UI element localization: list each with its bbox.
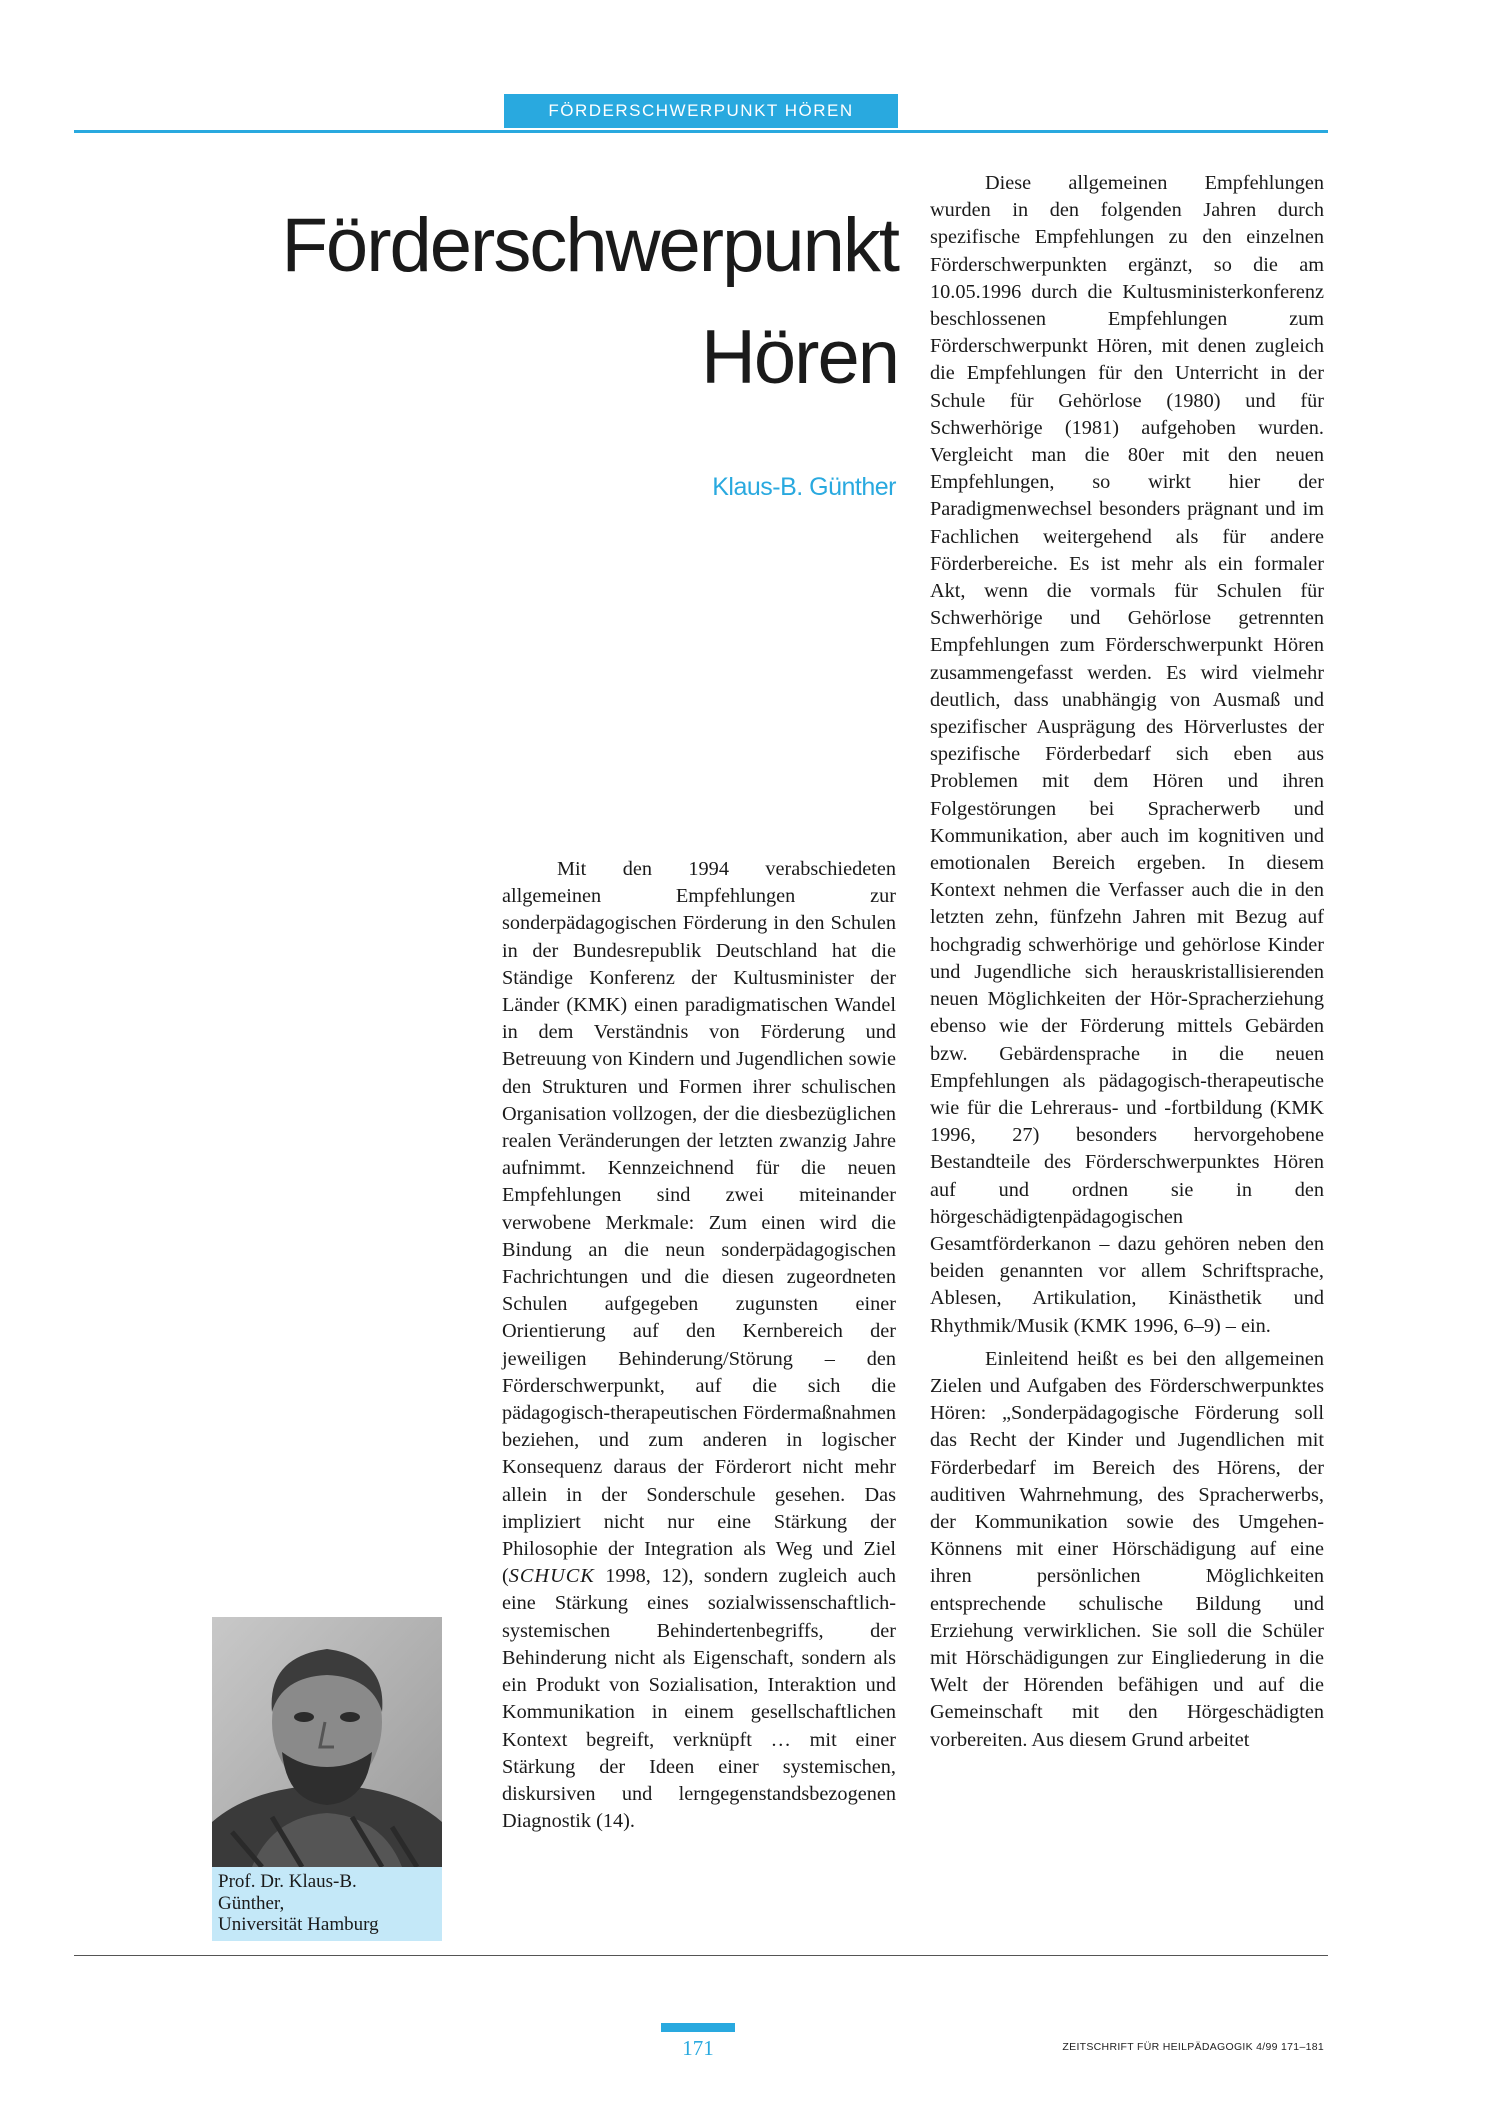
paragraph-1-part-b: 1998, 12), sondern zugleich auch eine Stärkung eines sozialwissenschaftlich-systemischen Behindertenbegriffs, der Behinderung nicht als Eigenschaft, sondern als ein Produkt von Sozialisation, Interaktion und Kommunikation in einem gesellschaftlichen Kontext begreift, verknüpft … mit einer Stärkung der Ideen einer systemischen, diskursiven und lerngegenstandsbezogenen Diagnostik (14). (502, 1565, 896, 1833)
page-number: 171 (682, 2036, 714, 2060)
page-number-tab (661, 2023, 735, 2032)
paragraph-3: Einleitend heißt es bei den allgemeinen Zielen und Aufgaben des Förderschwerpunktes Hören: „Sonderpädagogische Förderung soll das Recht der Kinder und Jugendlichen mit Förderbedarf im Bereich des Hörens, der auditiven Wahrnehmung, des Spracherwerbs, der Kommunikation sowie des Umgehen-Könnens mit einer Hörschädigung auf eine ihren persönlichen Möglichkeiten entsprechende schulische Bildung und Erziehung verwirklichen. Sie soll die Schüler mit Hörschädigungen zur Eingliederung in die Welt der Hörenden befähigen und auf die Gemeinschaft mit den Hörgeschädigten vorbereiten. Aus diesem Grund arbeitet (930, 1347, 1324, 1751)
paragraph-2: Diese allgemeinen Empfehlungen wurden in den folgenden Jahren durch spezifische Empfehlungen zu den einzelnen Förderschwerpunkten ergänzt, so die am 10.05.1996 durch die Kultusministerkonferenz beschlossenen Empfehlungen zum Förderschwerpunkt Hören, mit denen zugleich die Empfehlungen für den Unterricht in der Schule für Gehörlose (1980) und für Schwerhörige (1981) aufgehoben wurden. Vergleicht man die 80er mit den neuen Empfehlungen, so wirkt hier der Paradigmenwechsel besonders prägnant und im Fachlichen weitergehend als für andere Förderbereiche. Es ist mehr als ein formaler Akt, wenn die vormals für Schulen für Schwerhörige und Gehörlose getrennten Empfehlungen zum Förderschwerpunkt Hören zusammengefasst werden. Es wird vielmehr deutlich, dass unabhängig von Ausmaß und spezifischer Ausprägung des Hörverlustes der spezifische Förderbedarf sich eben aus Problemen mit dem Hören und ihren Folgestörungen bei Spracherwerb und Kommunikation, aber auch im kognitiven und emotionalen Bereich ergeben. In diesem Kontext nehmen die Verfasser auch die in den letzten zehn, fünfzehn Jahren mit Bezug auf hochgradig schwerhörige und gehörlose Kinder und Jugendliche sich herauskristallisierenden neuen Möglichkeiten der Hör-Spracherziehung ebenso wie der Förderung mittels Gebärden bzw. Gebärdensprache in die neuen Empfehlungen als pädagogisch-therapeutische wie für die Lehreraus- und -fortbildung (KMK 1996, 27) besonders hervorgehobene Bestandteile des Förderschwerpunktes Hören auf und ordnen sie in den hörgeschädigtenpädagogischen Gesamtförderkanon – dazu gehören neben den beiden genannten vor allem Schriftsprache, Ablesen, Artikulation, Kinästhetik und Rhythmik/Musik (KMK 1996, 6–9) – ein. (930, 172, 1324, 1337)
text-column-middle (502, 856, 896, 1946)
paragraph-1-part-a: Mit den 1994 verabschiedeten allgemeinen Empfehlungen zur sonderpädagogischen Förderung in den Schulen in der Bundesrepublik Deutschland hat die Ständige Konferenz der Kultusminister der Länder (KMK) einen paradigmatischen Wandel in dem Verständnis von Förderung und Betreuung von Kindern und Jugendlichen sowie den Strukturen und Formen ihrer schulischen Organisation vollzogen, der die diesbezüglichen realen Veränderungen der letzten zwanzig Jahre aufnimmt. Kennzeichnend für die neuen Empfehlungen sind zwei miteinander verwobene Merkmale: Zum einen wird die Bindung an die neun sonderpädagogischen Fachrichtungen und die diesen zugeordneten Schulen aufgegeben zugunsten einer Orientierung auf den Kernbereich der jeweiligen Behinderung/Störung – den Förderschwerpunkt, auf die sich die pädagogisch-therapeutischen Fördermaßnahmen beziehen, und zum anderen in logischer Konsequenz daraus der Förderort nicht mehr allein in der Sonderschule gesehen. Das impliziert nicht nur eine Stärkung der Philosophie der Integration als Weg und Ziel ( (502, 858, 896, 1588)
text-column-right (930, 170, 1324, 1950)
title-line-2: Hören (701, 315, 898, 400)
caption-line-1: Prof. Dr. Klaus-B. (218, 1871, 357, 1892)
portrait-image (212, 1617, 442, 1867)
author-name: Klaus-B. Günther (712, 473, 896, 501)
author-photo (212, 1617, 442, 1867)
header-rule (74, 130, 1328, 133)
photo-caption (212, 1867, 442, 1941)
caption-line-3: Universität Hamburg (218, 1914, 379, 1935)
paragraph-1 (502, 856, 896, 1835)
footer-rule (74, 1955, 1328, 1956)
title-line-1: Förderschwerpunkt (281, 203, 898, 288)
caption-line-2: Günther, (218, 1892, 285, 1914)
section-label: FÖRDERSCHWERPUNKT HÖREN (504, 94, 898, 128)
article-title (120, 190, 898, 414)
citation-name: SCHUCK (508, 1565, 595, 1588)
journal-reference: ZEITSCHRIFT FÜR HEILPÄDAGOGIK 4/99 171–181 (1062, 2041, 1324, 2053)
